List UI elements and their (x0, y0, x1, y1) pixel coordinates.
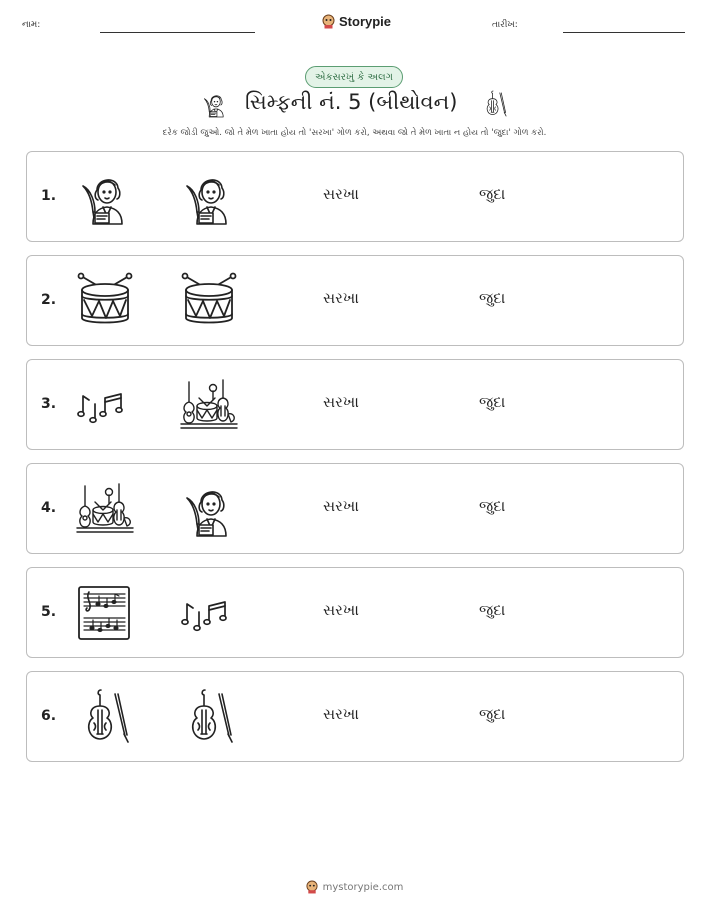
different-option[interactable]: જુદા (479, 393, 506, 411)
different-option[interactable]: જુદા (479, 705, 506, 723)
brand-name: Storypie (339, 14, 392, 29)
different-option[interactable]: જુદા (479, 601, 506, 619)
brand-logo (322, 14, 391, 29)
same-option[interactable]: સરખા (323, 705, 359, 723)
footer (0, 880, 709, 894)
music-notes-icon (179, 584, 239, 642)
violin-title-icon (480, 90, 510, 118)
footer-site: mystorypie.com (322, 881, 404, 893)
violin-icon (179, 688, 239, 746)
exercise-row (26, 359, 684, 450)
sheet-music-icon (75, 584, 135, 642)
date-line[interactable] (563, 32, 685, 33)
composer-icon (179, 480, 239, 538)
row-number: 5. (41, 604, 57, 620)
violin-icon (75, 688, 135, 746)
exercise-row (26, 255, 684, 346)
different-option[interactable]: જુદા (479, 185, 506, 203)
composer-icon (179, 168, 239, 226)
worksheet-type-badge (305, 66, 403, 88)
row-number: 4. (41, 500, 57, 516)
worksheet-type-label: એકસરખું કે અલગ (315, 71, 393, 83)
same-option[interactable]: સરખા (323, 289, 359, 307)
storypie-mascot-icon (306, 880, 318, 894)
same-option[interactable]: સરખા (323, 393, 359, 411)
composer-title-icon (200, 90, 230, 118)
instruments-icon (179, 376, 239, 434)
exercise-row (26, 567, 684, 658)
exercise-row (26, 671, 684, 762)
instruments-icon (75, 480, 135, 538)
row-number: 1. (41, 188, 57, 204)
same-option[interactable]: સરખા (323, 185, 359, 203)
music-notes-icon (75, 376, 135, 434)
same-option[interactable]: સરખા (323, 601, 359, 619)
page-title: સિમ્ફની નં. 5 (બીથોવન) (245, 90, 458, 114)
drum-icon (75, 272, 135, 330)
row-number: 6. (41, 708, 57, 724)
name-line[interactable] (100, 32, 255, 33)
different-option[interactable]: જુદા (479, 497, 506, 515)
composer-icon (75, 168, 135, 226)
name-label: નામ: (22, 20, 41, 30)
row-number: 3. (41, 396, 57, 412)
different-option[interactable]: જુદા (479, 289, 506, 307)
drum-icon (179, 272, 239, 330)
storypie-mascot-icon (322, 14, 335, 29)
exercise-row (26, 463, 684, 554)
instructions: દરેક જોડી જુઓ. જો તે મેળ ખાતા હોય તો 'સરખા' ગોળ કરો, અથવા જો તે મેળ ખાતા ન હોય તો 'જુદા' ગોળ કરો. (162, 128, 547, 138)
exercise-row (26, 151, 684, 242)
date-label: તારીખ: (492, 20, 518, 30)
same-option[interactable]: સરખા (323, 497, 359, 515)
row-number: 2. (41, 292, 57, 308)
